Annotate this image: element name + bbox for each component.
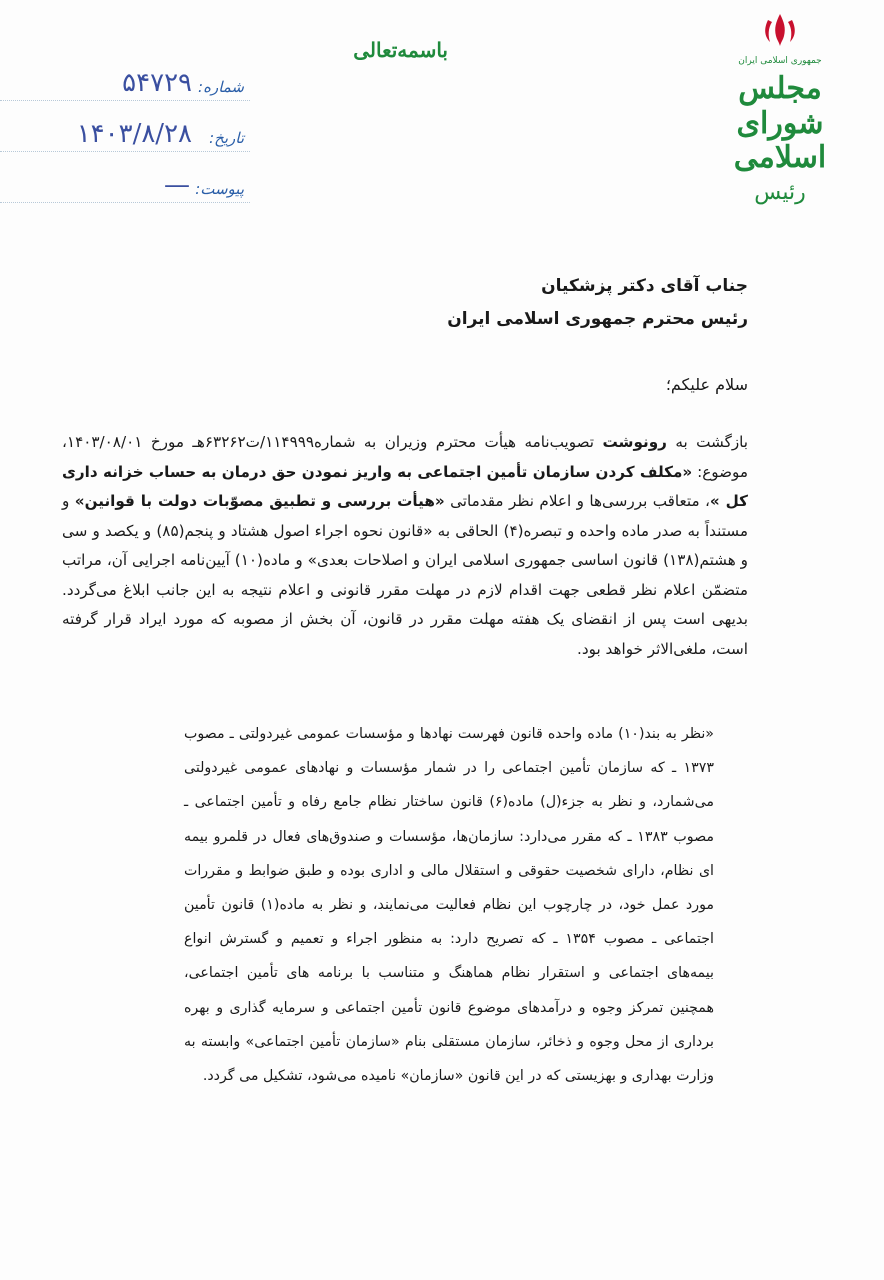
body-bold-2: «مکلف کردن سازمان تأمین اجتماعی به واریز نمودن حق درمان به حساب خزانه داری کل » — [62, 462, 748, 510]
letter-meta — [0, 60, 250, 213]
number-value: ۵۴۷۲۹ — [122, 68, 192, 98]
organization-role: رئیس — [754, 179, 806, 205]
addressee-name: جناب آقای دکتر پزشکیان — [541, 276, 748, 296]
number-label: شماره: — [198, 78, 244, 96]
meta-date-row — [0, 111, 250, 152]
letterhead-emblem — [700, 12, 860, 205]
addressee-title: رئیس محترم جمهوری اسلامی ایران — [447, 309, 748, 329]
attachment-value: — — [164, 170, 192, 200]
body-bold-3: «هیأت بررسی و تطبیق مصوّبات دولت با قوانین» — [74, 492, 445, 510]
meta-attachment-row — [0, 162, 250, 203]
body-bold-1: رونوشت — [602, 433, 667, 451]
bismillah-mark: باسمه‌تعالی — [353, 38, 448, 62]
body-text-2: تصویب‌نامه هیأت محترم وزیران به شماره۱۱۴۹۹۹/ت۶۳۲۶۲هـ مورخ ۱۴۰۳/۰۸/۰۱، موضوع: — [62, 433, 748, 481]
body-text-1: بازگشت به — [666, 433, 749, 451]
date-label: تاریخ: — [209, 129, 244, 147]
body-text-3: ، متعاقب بررسی‌ها و اعلام نظر مقدماتی — [444, 492, 710, 510]
date-value: ۱۴۰۳/۸/۲۸ — [76, 119, 192, 149]
main-paragraph — [62, 428, 748, 664]
iran-emblem-icon — [758, 12, 802, 48]
organization-name: مجلس شورای اسلامی — [733, 71, 827, 175]
addressee-block — [62, 270, 748, 336]
greeting: سلام علیکم؛ — [665, 375, 748, 394]
body-text-4: و مستنداً به صدر ماده واحده و تبصره(۴) الحاقی به «قانون نحوه اجراء اصول هشتاد و پنجم(۸۵) و یکصد و سی و هشتم(۱۳۸) قانون اساسی جمهوری اسلامی ایران و اصلاحات بعدی» و ماده(۱۰) آیین‌نامه اجرایی آن، مراتب متضمّن اعلام نظر قطعی جهت اقدام لازم در مهلت مقرر قانونی و اعلام نتیجه به این جانب ابلاغ می‌گردد. بدیهی است پس از انقضای یک هفته مهلت مقرر در قانون، آن بخش از مصوبه که مورد ایراد قرار گرفته است، ملغی‌الاثر خواهد بود. — [62, 492, 748, 658]
attachment-label: پیوست: — [195, 180, 244, 198]
meta-number-row — [0, 60, 250, 101]
quoted-objection: «نظر به بند(۱۰) ماده واحده قانون فهرست نهادها و مؤسسات عمومی غیردولتی ـ مصوب ۱۳۷۳ ـ که سازمان تأمین اجتماعی را در شمار مؤسسات و نهادهای عمومی غیردولتی می‌شمارد، و نظر به جزء(ل) ماده(۶) قانون ساختار نظام جامع رفاه و تأمین اجتماعی ـ مصوب ۱۳۸۳ ـ که مقرر می‌دارد: سازمان‌ها، مؤسسات و صندوق‌های فعال در قلمرو بیمه ای نظام، دارای شخصیت حقوقی و استقلال مالی و اداری بوده و طبق ضوابط و مقررات مورد عمل خود، در چارچوب این نظام فعالیت می‌نمایند، و نظر به ماده(۱) قانون تأمین اجتماعی ـ مصوب ۱۳۵۴ ـ که تصریح دارد: به منظور اجراء و تعمیم و گسترش انواع بیمه‌های اجتماعی و استقرار نظام هماهنگ و متناسب با برنامه های تأمین اجتماعی، همچنین تمرکز وجوه و درآمدهای موضوع قانون تأمین اجتماعی و سرمایه گذاری و بهره برداری از محل وجوه و ذخائر، سازمان مستقلی بنام «سازمان تأمین اجتماعی» وابسته به وزارت بهداری و بهزیستی که در این قانون «سازمان» نامیده می‌شود، تشکیل می گردد. — [184, 726, 715, 1085]
emblem-subtitle: جمهوری اسلامی ایران — [738, 56, 822, 66]
